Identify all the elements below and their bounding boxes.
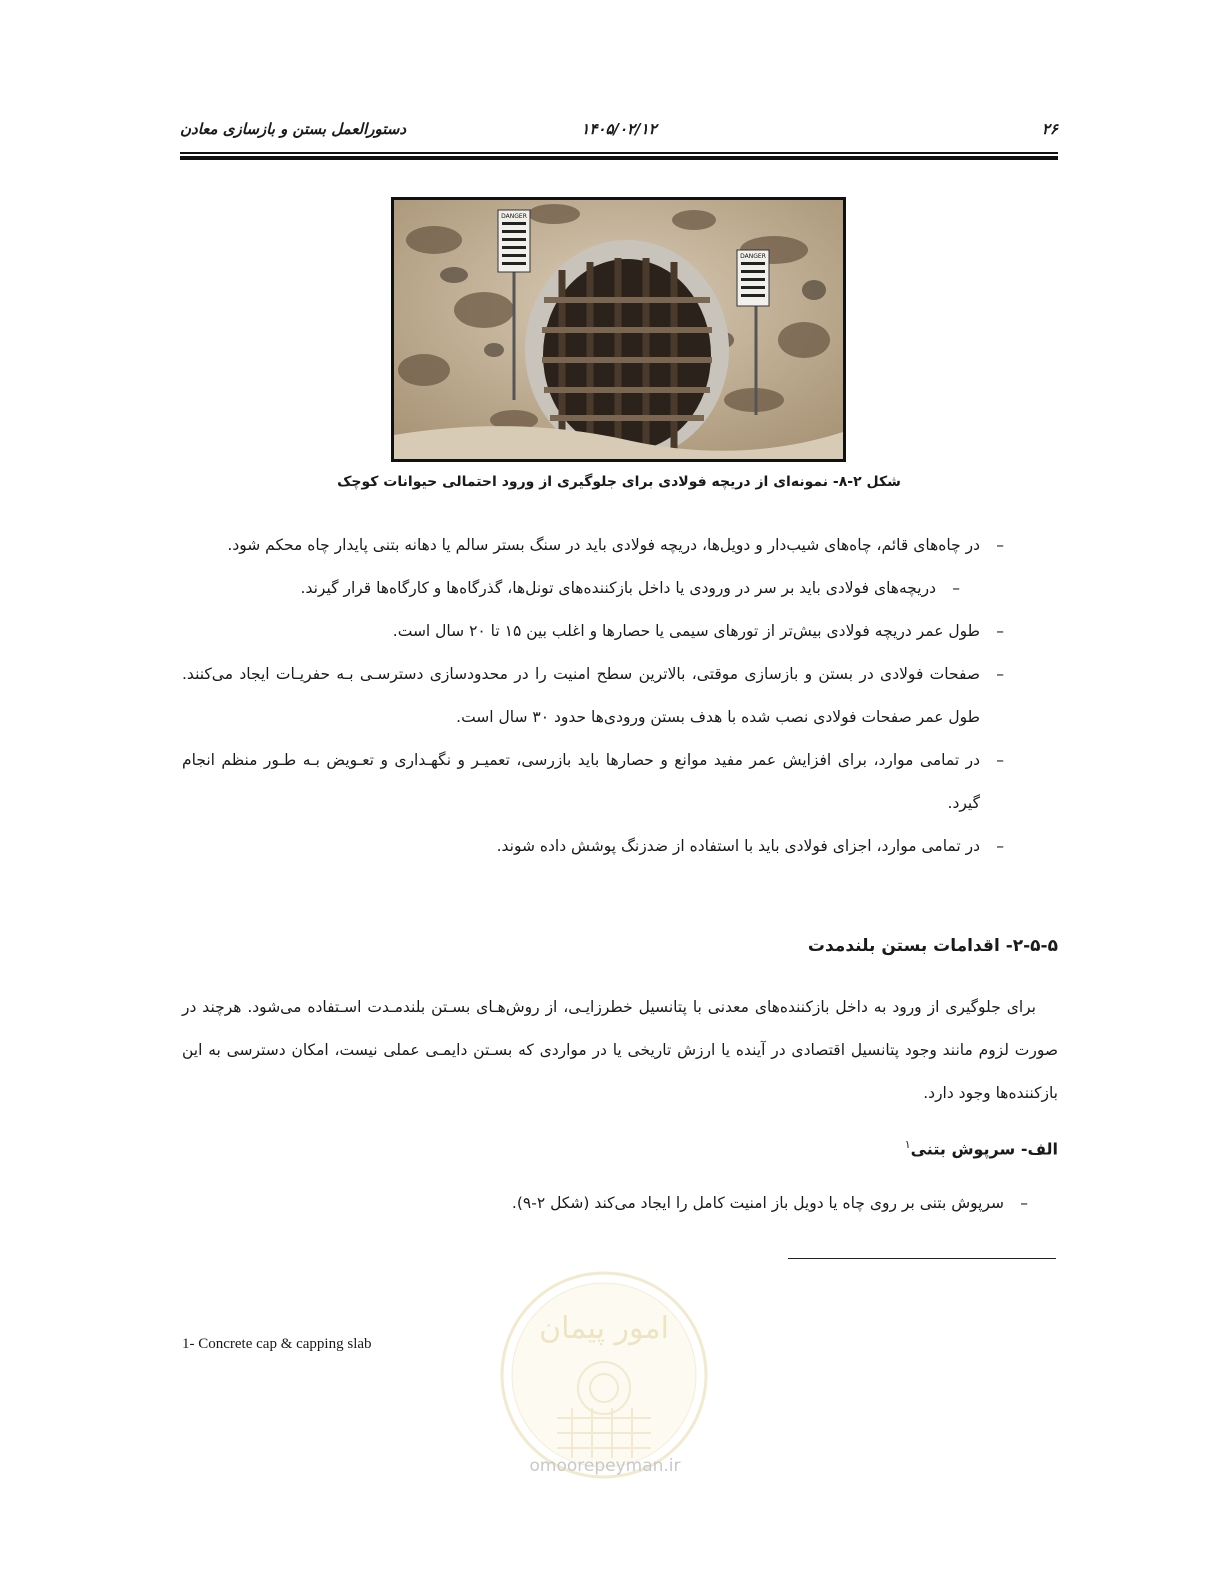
watermark-logo-text: امور پیمان — [539, 1311, 669, 1346]
list-item — [182, 567, 1004, 610]
bullet-dash: – — [996, 536, 1004, 554]
bullet-dash: – — [996, 622, 1004, 640]
bullet-dash: – — [996, 665, 1004, 683]
list-item — [182, 739, 1004, 825]
footnote-text: 1- Concrete cap & capping slab — [182, 1336, 372, 1352]
figure-photo-steel-gate — [391, 197, 846, 462]
page-number: ۲۶ — [1041, 120, 1058, 138]
footnote-ref: ۱ — [904, 1138, 911, 1151]
subsection-heading-text: الف- سرپوش بتنی — [910, 1139, 1058, 1159]
bullet-text: در چاه‌های قائم، چاه‌های شیب‌دار و دویل‌ها، دریچه فولادی باید در سنگ بستر سالم یا دهانه بتنی پایدار چاه محکم شود. — [227, 536, 980, 554]
bullet-text: طول عمر دریچه فولادی بیش‌تر از تورهای سیمی یا حصارها و اغلب بین ۱۵ تا ۲۰ سال است. — [392, 622, 980, 640]
header-rule-thick — [180, 156, 1058, 160]
bullet-dash: – — [952, 579, 960, 597]
watermark-site: omoorepeyman.ir — [529, 1456, 681, 1476]
list-item — [182, 825, 1004, 868]
list-item — [182, 610, 1004, 653]
bullet-text: در تمامی موارد، اجزای فولادی باید با استفاده از ضدزنگ پوشش داده شوند. — [496, 837, 980, 855]
bullet-dash: – — [1020, 1194, 1028, 1212]
bullet-text: در تمامی موارد، برای افزایش عمر مفید موانع و حصارها باید بازرسی، تعمیـر و نگهـداری و تعـویض بـه طـور منظم انجام گیرد. — [182, 751, 980, 812]
watermark-logo — [497, 1268, 711, 1482]
running-header — [180, 120, 1058, 148]
figure-caption: شکل ۲-۸- نمونه‌ای از دریچه فولادی برای جلوگیری از ورود احتمالی حیوانات کوچک — [337, 474, 901, 490]
section-paragraph: برای جلوگیری از ورود به داخل بازکننده‌های معدنی با پتانسیل خطرزایـی، از روش‌هـای بسـتن بلندمـدت اسـتفاده می‌شود. هرچند در صورت لزوم مانند وجود پتانسیل اقتصادی در آینده یا ارزش تاریخی یا در مواردی که بسـتن دایمـی عملی نیست، امکان دسترسی به این بازکننده‌ها وجود دارد. — [182, 998, 1058, 1102]
list-item — [511, 1182, 1028, 1225]
header-rule-thin — [180, 152, 1058, 154]
sign-text-left: DANGER — [501, 213, 527, 220]
bullet-list — [182, 524, 1004, 868]
list-item — [182, 653, 1004, 739]
bullet-text: صفحات فولادی در بستن و بازسازی موقتی، بالاترین سطح امنیت را در محدودسازی دسترسـی بـه حفریـات ایجاد می‌کنند. طول عمر صفحات فولادی نصب شده با هدف بستن ورودی‌ها حدود ۳۰ سال است. — [182, 665, 980, 726]
bullet-dash: – — [996, 837, 1004, 855]
bullet-dash: – — [996, 751, 1004, 769]
header-title: دستورالعمل بستن و بازسازی معادن — [180, 120, 407, 138]
sign-text-right: DANGER — [740, 253, 766, 260]
header-date: ۱۴۰۵/۰۲/۱۲ — [581, 120, 657, 138]
bullet-text: سرپوش بتنی بر روی چاه یا دویل باز امنیت کامل را ایجاد می‌کند (شکل ۲-۹). — [511, 1194, 1004, 1212]
section-heading: ۲-۵-۵- اقدامات بستن بلندمدت — [807, 936, 1058, 956]
list-item — [182, 524, 1004, 567]
bullet-text: دریچه‌های فولادی باید بر سر در ورودی یا داخل بازکننده‌های تونل‌ها، گذرگاه‌ها و کارگاه‌ها قرار گیرند. — [300, 579, 936, 597]
footnote-rule — [788, 1258, 1056, 1259]
subsection-heading — [905, 1138, 1058, 1158]
